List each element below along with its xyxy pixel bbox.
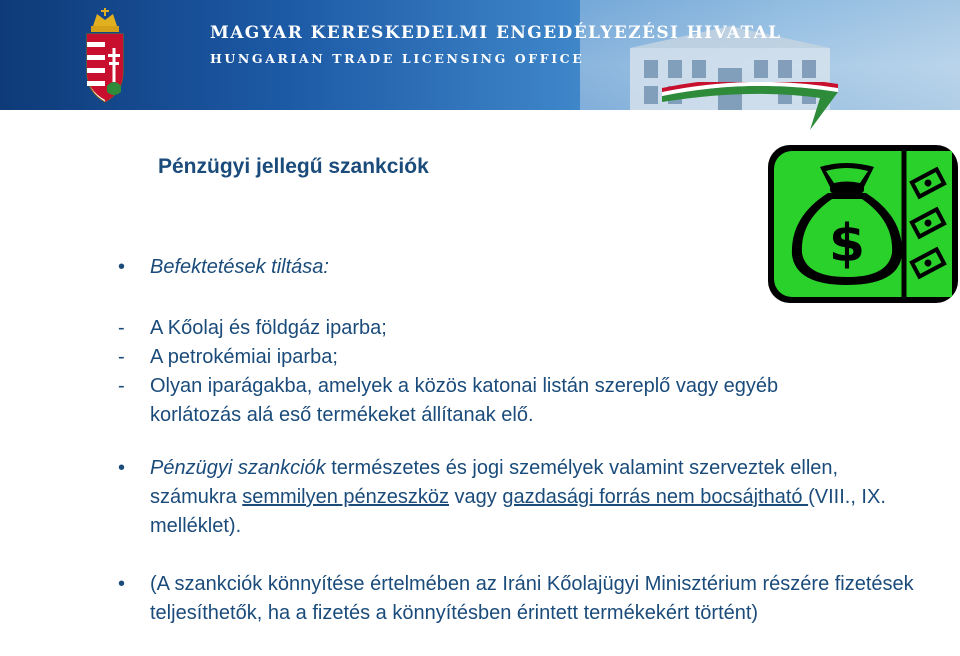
bullet-marker: • — [118, 256, 126, 278]
tricolor-ribbon-icon — [660, 82, 850, 134]
banknotes-icon — [909, 167, 947, 280]
text-part: vagy — [449, 486, 503, 508]
list-item-text: Olyan iparágakba, amelyek a közös katonai listán szereplő vagy egyéb korlátozás alá eső termékeket állítanak elő. — [150, 375, 779, 426]
text-part: természetes és jogi személyek valamint szerveztek ellen, számukra — [150, 457, 839, 508]
bullet-text — [150, 454, 890, 541]
list-item-text: A Kőolaj és földgáz iparba; — [150, 317, 387, 339]
dash-marker: - — [118, 346, 125, 368]
bullet-marker: • — [118, 573, 126, 595]
bullet-text: (A szankciók könnyítése értelmében az Iráni Kőolajügyi Minisztérium részére fizetések teljesíthetők, ha a fizetés a könnyítésben érintett termékekért történt) — [150, 573, 914, 624]
hungarian-coat-of-arms-icon — [83, 8, 127, 104]
dollar-sign: $ — [828, 214, 866, 274]
bullet-marker: • — [118, 457, 126, 479]
italic-lead: Pénzügyi szankciók — [150, 457, 326, 479]
underlined-term: semmilyen pénzeszköz — [242, 486, 449, 508]
office-title-hungarian: MAGYAR KERESKEDELMI ENGEDÉLYEZÉSI HIVATAL — [210, 23, 782, 43]
text-part: (VIII., IX. melléklet). — [150, 486, 886, 537]
dash-marker: - — [118, 375, 125, 397]
office-title-english: HUNGARIAN TRADE LICENSING OFFICE — [210, 51, 585, 66]
bullet-text: Befektetések tiltása: — [150, 256, 329, 278]
underlined-term: gazdasági forrás nem bocsájtható — [502, 486, 809, 508]
dash-marker: - — [118, 317, 125, 339]
page-title: Pénzügyi jellegű szankciók — [158, 155, 429, 178]
list-item-text: A petrokémiai iparba; — [150, 346, 338, 368]
